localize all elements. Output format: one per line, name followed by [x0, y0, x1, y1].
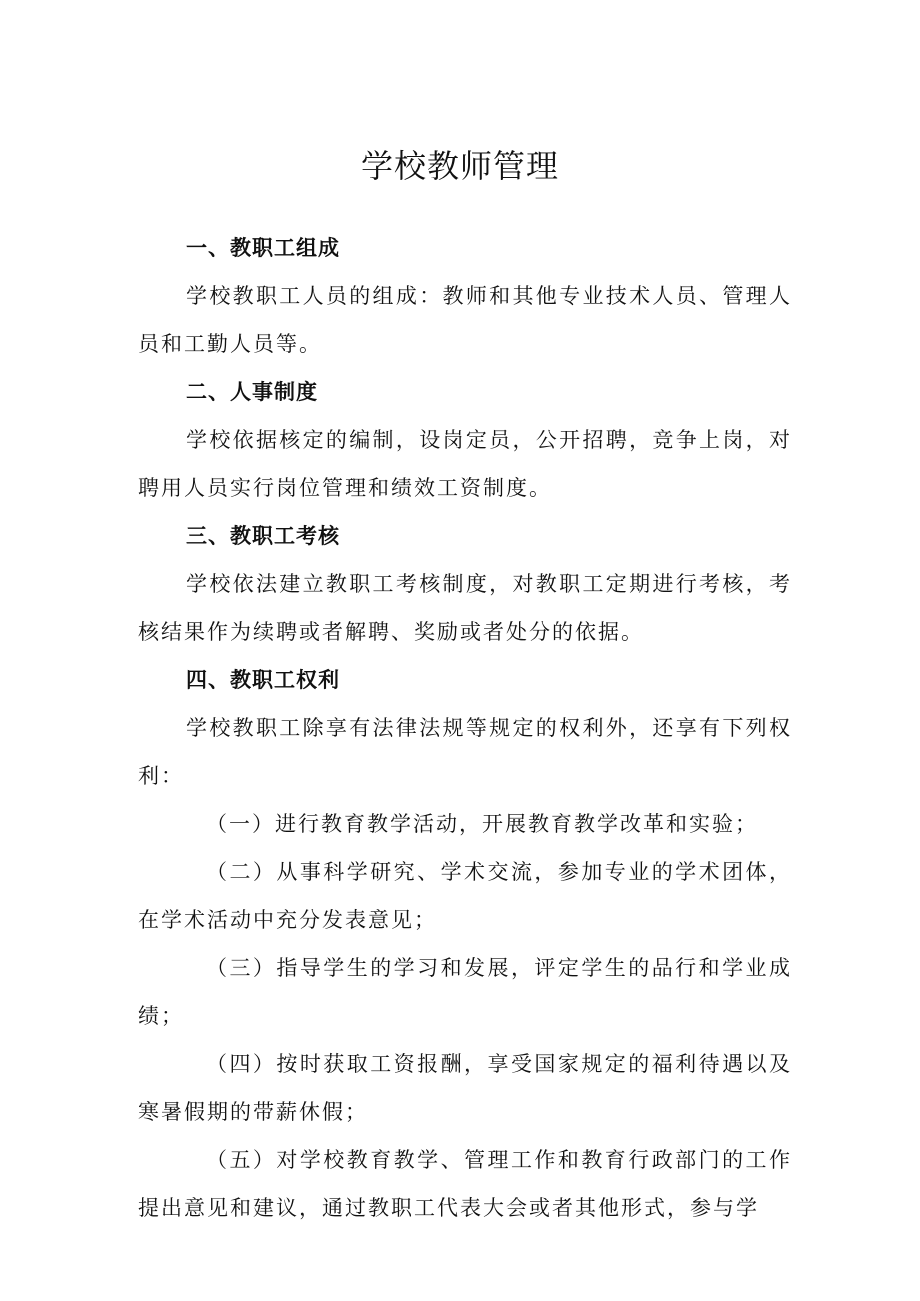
- section-paragraph-staff-rights: 学校教职工除享有法律法规等规定的权利外，还享有下列权利：: [138, 716, 792, 788]
- rights-list-item: （二）从事科学研究、学术交流，参加专业的学术团体，在学术活动中充分发表意见；: [138, 860, 792, 932]
- rights-list-item: （一）进行教育教学活动，开展教育教学改革和实验；: [206, 812, 758, 836]
- section-heading-personnel-system: 二、人事制度: [186, 380, 318, 404]
- section-heading-staff-rights: 四、教职工权利: [186, 668, 340, 692]
- rights-list-item: （三）指导学生的学习和发展，评定学生的品行和学业成绩；: [138, 956, 792, 1028]
- section-paragraph-staff-assessment: 学校依法建立教职工考核制度，对教职工定期进行考核，考核结果作为续聘或者解聘、奖励或者处分的依据。: [138, 572, 792, 644]
- document-title: 学校教师管理: [360, 147, 559, 185]
- section-paragraph-staff-composition: 学校教职工人员的组成：教师和其他专业技术人员、管理人员和工勤人员等。: [138, 284, 792, 356]
- rights-list-item: （四）按时获取工资报酬，享受国家规定的福利待遇以及寒暑假期的带薪休假；: [138, 1052, 792, 1124]
- section-paragraph-personnel-system: 学校依据核定的编制，设岗定员，公开招聘，竞争上岗，对聘用人员实行岗位管理和绩效工资制度。: [138, 428, 792, 500]
- section-heading-staff-assessment: 三、教职工考核: [186, 524, 340, 548]
- section-heading-staff-composition: 一、教职工组成: [186, 236, 340, 260]
- document-body: [138, 224, 792, 1232]
- rights-list-item: （五）对学校教育教学、管理工作和教育行政部门的工作提出意见和建议，通过教职工代表大会或者其他形式，参与学: [138, 1148, 792, 1220]
